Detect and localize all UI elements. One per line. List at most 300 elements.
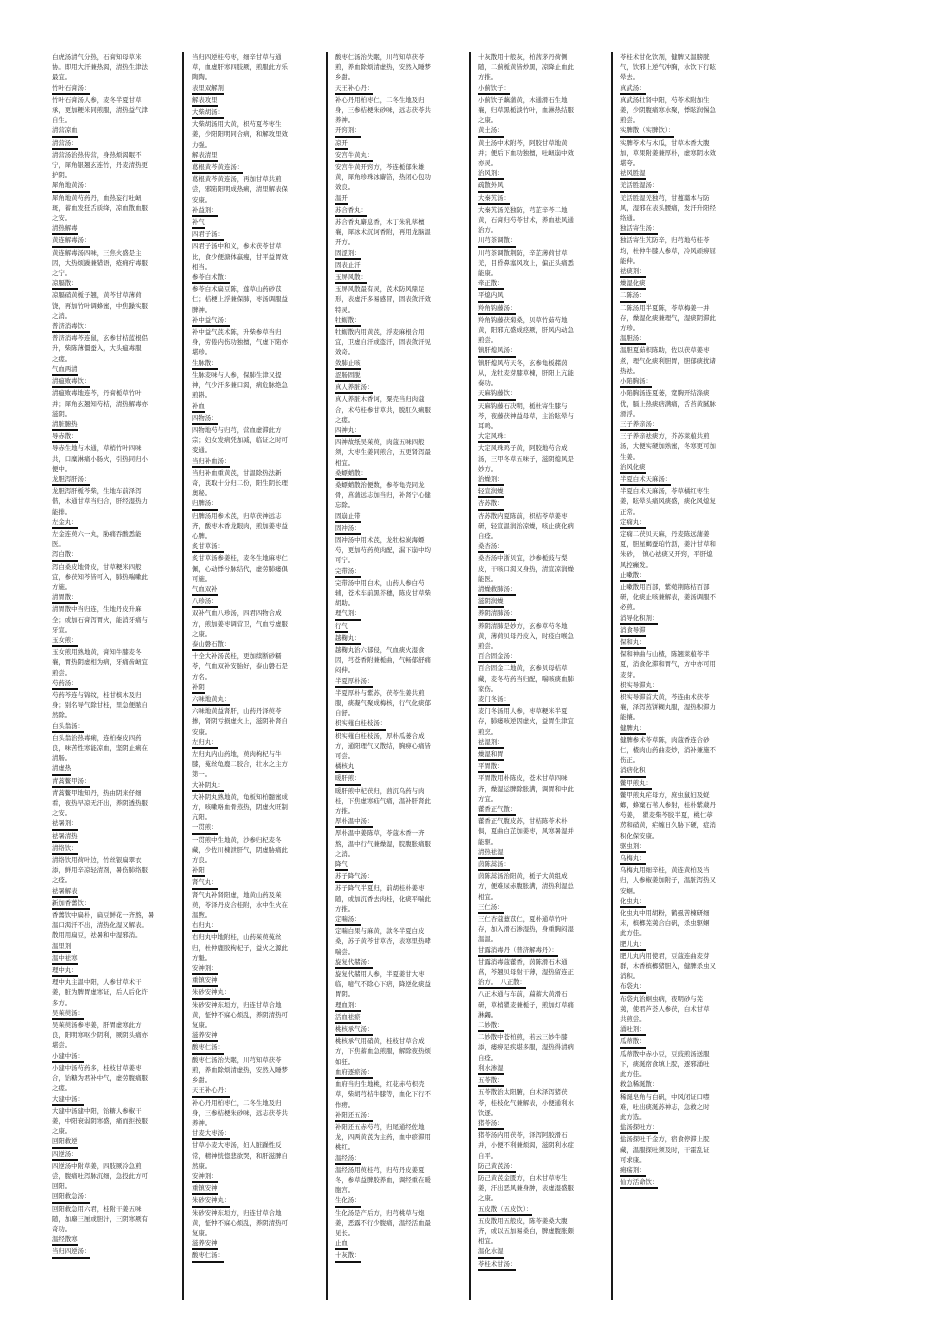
text-line bbox=[335, 1067, 463, 1079]
text-line bbox=[478, 641, 606, 651]
text-line bbox=[620, 994, 748, 1004]
text-line bbox=[335, 859, 463, 871]
text-line bbox=[192, 468, 320, 478]
text-line bbox=[52, 1008, 180, 1020]
text-line-content: 半夏厚朴汤： bbox=[335, 676, 373, 688]
text-line bbox=[620, 625, 748, 637]
text-line bbox=[192, 140, 320, 150]
text-line-content: 补中益气芪术陈，升柴参草当归 bbox=[192, 328, 282, 337]
text-line-content: 藏，温服探吐须及时，干霍乱证 bbox=[620, 1145, 710, 1154]
text-line bbox=[192, 1075, 320, 1085]
text-line bbox=[335, 608, 463, 620]
text-line-content: 之宁。 bbox=[52, 269, 72, 278]
text-line bbox=[478, 663, 606, 673]
text-line bbox=[192, 1118, 320, 1128]
text-line-content: 最宜。 bbox=[52, 73, 72, 82]
text-line bbox=[620, 939, 748, 951]
text-column-1 bbox=[52, 52, 180, 1259]
text-line-content: 玉屏风散最有灵，芪术防风鼎足 bbox=[335, 285, 425, 294]
text-line bbox=[620, 486, 748, 496]
text-line-content: 完带汤中用白术，山药人参白芍 bbox=[335, 578, 425, 587]
text-line-content: 猪苓汤内用茯苓，泽泻阿胶滑石 bbox=[478, 1131, 568, 1140]
text-line bbox=[52, 248, 180, 258]
text-line bbox=[192, 1065, 320, 1075]
text-line bbox=[478, 804, 606, 816]
text-line bbox=[52, 1171, 180, 1181]
text-line-content: 神，气少汗多兼口渴，病危脉绝急 bbox=[192, 381, 288, 390]
text-line bbox=[620, 290, 748, 302]
text-line bbox=[192, 425, 320, 435]
text-line bbox=[335, 511, 463, 523]
text-line-content: 盐汤探吐方： bbox=[620, 1122, 658, 1134]
text-line-content: 黄，薄荷贝母丹皮入，时疫白喉急 bbox=[478, 631, 574, 640]
text-line-content: 煮，理气化痰利胆胃，胆郁痰扰诸 bbox=[620, 356, 716, 365]
text-line bbox=[620, 582, 748, 592]
text-line-content: 清脏腑热 bbox=[52, 419, 78, 431]
text-line bbox=[192, 1218, 320, 1228]
text-line-content: 生脉麦味与人参，保肺生津又提 bbox=[192, 370, 282, 379]
text-line bbox=[335, 83, 463, 95]
text-line bbox=[478, 278, 606, 290]
text-line bbox=[335, 806, 463, 816]
text-line-content: 固涩剂： bbox=[335, 248, 361, 260]
text-line-content: 犀角地黄芍药丹，血热妄行吐衄 bbox=[52, 193, 142, 202]
text-line bbox=[335, 1238, 463, 1250]
text-line-content: 仁；桔梗上浮兼保肺，枣汤调服益 bbox=[192, 295, 288, 304]
text-line bbox=[478, 924, 606, 934]
text-line-content: 汤，三甲冬草五味子，滋阴熄风是 bbox=[478, 454, 574, 463]
text-line bbox=[620, 266, 748, 278]
text-line-content: 桃红。 bbox=[335, 1143, 355, 1152]
text-line bbox=[478, 248, 606, 258]
text-line bbox=[52, 258, 180, 268]
text-line bbox=[620, 168, 748, 180]
text-line-content: 藿香正气散： bbox=[478, 804, 516, 816]
text-line bbox=[52, 865, 180, 875]
text-line bbox=[620, 496, 748, 506]
text-line bbox=[335, 936, 463, 946]
text-line bbox=[192, 62, 320, 72]
text-line-content: 襄，犀冰术沉诃香附，再用龙脑温 bbox=[335, 228, 431, 237]
text-line bbox=[478, 1216, 606, 1226]
text-line-content: 安康。 bbox=[192, 195, 212, 204]
text-line bbox=[52, 953, 180, 965]
text-line bbox=[478, 1226, 606, 1236]
text-line bbox=[335, 72, 463, 82]
text-line bbox=[335, 95, 463, 105]
text-line-content: 群，木香槟榔猪胆入，健脾杀虫又 bbox=[620, 962, 716, 971]
text-line-content: 研，草梢瞿麦兼栀子，煎加灯草痛 bbox=[478, 1000, 574, 1009]
text-line bbox=[620, 820, 748, 830]
text-line bbox=[52, 354, 180, 364]
text-line bbox=[52, 635, 180, 647]
text-line bbox=[478, 225, 606, 235]
text-line-content: 治风化痰 bbox=[620, 462, 646, 474]
text-line bbox=[335, 162, 463, 172]
text-line-content: 八正木通与车前，萹蓄大黄滑石 bbox=[478, 990, 568, 999]
text-line-content: 旋复代赭汤： bbox=[335, 957, 373, 969]
text-line-content: 因，大热烦躁兼错语，疮痈疔毒服 bbox=[52, 258, 148, 267]
text-line bbox=[335, 347, 463, 357]
text-line-content: 心脾。 bbox=[192, 531, 212, 540]
text-line bbox=[52, 203, 180, 213]
text-line-content: 凉开 bbox=[335, 138, 348, 150]
text-line bbox=[52, 798, 180, 808]
text-line-content: 方推。 bbox=[335, 807, 355, 816]
text-line-content: 热祛。 bbox=[620, 366, 640, 375]
text-line-content: 耳鸣。 bbox=[478, 421, 498, 430]
text-line bbox=[192, 694, 320, 706]
text-line-content: 襄，胃热阴虚相为病，牙痛齿衄宜 bbox=[52, 658, 148, 667]
text-line bbox=[52, 987, 180, 997]
text-line-content: 此方佳。 bbox=[620, 1070, 646, 1079]
text-line-content: 痈疡剂： bbox=[620, 1165, 646, 1177]
text-line-content: 补阳 bbox=[192, 865, 205, 877]
text-line bbox=[620, 1079, 748, 1091]
text-line bbox=[192, 749, 320, 759]
text-line bbox=[192, 975, 320, 987]
column-divider bbox=[469, 52, 471, 1300]
text-line-content: 厚朴温中汤： bbox=[335, 816, 373, 828]
text-line bbox=[192, 184, 320, 194]
text-line bbox=[52, 1051, 180, 1063]
text-line bbox=[620, 928, 748, 938]
text-line bbox=[335, 237, 463, 247]
text-line bbox=[335, 796, 463, 806]
text-line-content: 复康。 bbox=[192, 1228, 212, 1237]
text-line-content: 奥秘。 bbox=[192, 489, 212, 498]
text-line-content: 燥湿化痰 bbox=[620, 278, 646, 290]
text-line bbox=[52, 1126, 180, 1136]
text-line bbox=[620, 246, 748, 256]
text-line bbox=[478, 794, 606, 804]
text-line bbox=[52, 678, 180, 690]
text-line bbox=[52, 875, 180, 885]
text-line-content: 效良。 bbox=[335, 183, 355, 192]
text-line bbox=[192, 95, 320, 107]
text-line-content: 祛暑清热 bbox=[52, 831, 78, 843]
text-line bbox=[620, 452, 748, 462]
text-line bbox=[478, 325, 606, 335]
text-line-content: 晕去。 bbox=[620, 73, 640, 82]
text-line-content: 清胃散中当归连，生地丹皮升麻 bbox=[52, 605, 142, 614]
text-line-content: 猪苓汤： bbox=[478, 1118, 504, 1130]
text-line-content: 龙，四两黄芪为主药，血中瘀滞用 bbox=[335, 1133, 431, 1142]
text-line-content: 苓，气血双补安胎好，泰山磐石是 bbox=[192, 662, 288, 671]
text-line bbox=[192, 195, 320, 205]
text-line bbox=[335, 1057, 463, 1067]
text-line-content: 乌梅丸： bbox=[620, 853, 646, 865]
text-line bbox=[52, 920, 180, 930]
text-line-content: 玉女煎用熟地黄，膏知牛膝麦冬 bbox=[52, 648, 142, 657]
text-line bbox=[620, 1092, 748, 1102]
text-line-content: 定喘白果与麻黄，款冬半夏白皮 bbox=[335, 927, 425, 936]
text-line-content: 定痫二茯贝天麻，丹麦陈远蒲姜 bbox=[620, 529, 710, 538]
text-line-content: 竹叶石膏汤人参，麦冬半夏甘草 bbox=[52, 95, 142, 104]
text-line bbox=[52, 464, 180, 474]
text-line-content: 归脾汤用参术芪，归草茯神远志 bbox=[192, 511, 282, 520]
text-line bbox=[478, 1087, 606, 1097]
text-line-content: 小蓟饮子藕蒲黄，木通滑石生地 bbox=[478, 95, 568, 104]
text-line-content: 姜，少阴腹痛寒水聚，悸眩润惕急 bbox=[620, 106, 716, 115]
text-line-content: 朱砂安神东垣方，归连甘草合地 bbox=[192, 1000, 282, 1009]
text-line bbox=[52, 965, 180, 977]
text-line-content: 化虫丸中用胡粉，鹤虱苦楝研细 bbox=[620, 909, 710, 918]
text-line-content: 葛根黄芩黄连汤，再加甘草共煎 bbox=[192, 175, 282, 184]
text-line-content: 杏苏散： bbox=[478, 498, 504, 510]
text-line-content: 随，二蓟栀黄皆炒黑，凉降止血此 bbox=[478, 63, 574, 72]
text-line bbox=[620, 278, 748, 290]
text-line bbox=[192, 835, 320, 845]
text-line bbox=[478, 290, 606, 302]
text-line bbox=[335, 839, 463, 849]
text-line-content: 开窍剂： bbox=[335, 125, 361, 137]
text-line-content: 清燥救肺汤： bbox=[478, 584, 516, 596]
text-line bbox=[335, 751, 463, 761]
text-line-content: 黄，犀角珍珠冰麝箔，热闭心包功 bbox=[335, 173, 431, 182]
text-line-content: 大补阴丸： bbox=[192, 780, 224, 792]
text-line-content: 补血 bbox=[192, 401, 205, 413]
text-line bbox=[335, 370, 463, 382]
text-line-content: 安康。 bbox=[192, 727, 212, 736]
text-line bbox=[192, 294, 320, 304]
text-line bbox=[192, 1085, 320, 1097]
text-line bbox=[192, 1151, 320, 1161]
text-line bbox=[52, 223, 180, 235]
text-line-content: 犀角地黄汤： bbox=[52, 180, 90, 192]
text-line bbox=[620, 62, 748, 72]
text-line bbox=[478, 1140, 606, 1150]
text-line-content: 正常。 bbox=[620, 507, 640, 516]
text-line bbox=[478, 1130, 606, 1140]
text-line bbox=[52, 290, 180, 300]
text-line bbox=[620, 637, 748, 649]
text-line-content: 草，柴胡芎桔牛膝等，血化下行不 bbox=[335, 1090, 431, 1099]
text-line-content: 化虫丸： bbox=[620, 896, 646, 908]
text-line-content: 清瘟败毒饮： bbox=[52, 376, 90, 388]
text-line bbox=[52, 592, 180, 604]
text-line-content: 止嗽散用百部，紫菀荆陈桔百部 bbox=[620, 582, 710, 591]
text-line-content: 桑杏汤中浙贝宜，沙参栀豉与梨 bbox=[478, 554, 568, 563]
text-line bbox=[620, 52, 748, 62]
text-line-content: 炙甘草汤： bbox=[192, 541, 224, 553]
text-line bbox=[52, 1073, 180, 1083]
text-line bbox=[335, 894, 463, 904]
text-line-content: 龙胆泻肝栀芩柴，生地车前泽泻 bbox=[52, 487, 142, 496]
text-line bbox=[620, 1165, 748, 1177]
text-line-content: 研，轻宣温润治凉燥，咳止痰化病 bbox=[478, 521, 574, 530]
text-line-content: 固表止汗 bbox=[335, 260, 361, 272]
text-line-content: 尝，腹痛吐泻脉沉细，急投此方可 bbox=[52, 1171, 148, 1180]
text-line-content: 螂，蜂窠石苇人参射，桂朴紫葳丹 bbox=[620, 801, 716, 810]
text-line-content: 稀涎皂角与白矾，中风闭证口噤 bbox=[620, 1092, 710, 1101]
text-line bbox=[52, 170, 180, 180]
text-line bbox=[620, 602, 748, 612]
text-line bbox=[52, 941, 180, 953]
text-line bbox=[192, 521, 320, 531]
text-line bbox=[478, 1246, 606, 1258]
text-line bbox=[335, 1165, 463, 1175]
text-line-content: 变通。 bbox=[192, 446, 212, 455]
text-line-content: 普济消毒饮： bbox=[52, 321, 90, 333]
text-line bbox=[335, 914, 463, 926]
text-line bbox=[620, 831, 748, 841]
text-line-content: 胃阴。 bbox=[335, 990, 355, 999]
text-line bbox=[335, 1195, 463, 1207]
text-line-content: 煎尝。 bbox=[478, 336, 498, 345]
text-line-content: 共煎尝。 bbox=[620, 1015, 646, 1024]
text-line bbox=[52, 977, 180, 987]
text-line-content: 固冲汤中用术芪，龙牡棕炭海螵 bbox=[335, 535, 425, 544]
text-line-content: 八珍汤： bbox=[192, 596, 218, 608]
text-line bbox=[478, 706, 606, 716]
text-line bbox=[478, 1118, 606, 1130]
text-line-content: 理血剂： bbox=[335, 1000, 361, 1012]
text-line bbox=[335, 193, 463, 205]
text-line bbox=[52, 486, 180, 496]
text-line-content: 能医。 bbox=[478, 574, 498, 583]
text-line bbox=[52, 1136, 180, 1148]
text-line-content: 越鞠丸： bbox=[335, 633, 361, 645]
text-line-content: 之瘥。 bbox=[52, 1084, 72, 1093]
text-line-content: 右归丸中地附桂，山药茱萸菟丝 bbox=[192, 933, 282, 942]
text-line bbox=[335, 698, 463, 708]
text-line-content: 温经汤用萸桂芎，归芍丹皮姜夏 bbox=[335, 1165, 425, 1174]
text-line bbox=[335, 1175, 463, 1185]
text-line-content: 胡助。 bbox=[335, 599, 355, 608]
text-line-content: 疏散外风 bbox=[478, 180, 504, 192]
text-line bbox=[335, 468, 463, 480]
text-line-content: 饮逐。 bbox=[478, 1108, 498, 1117]
text-line bbox=[478, 358, 606, 368]
text-line-content: 桃核承气汤： bbox=[335, 1024, 373, 1036]
column-divider bbox=[326, 52, 328, 1300]
text-line bbox=[335, 1153, 463, 1165]
text-line bbox=[52, 213, 180, 223]
text-line-content: 姜，少阳阳明同合病，和解攻里效 bbox=[192, 130, 288, 139]
text-line bbox=[478, 511, 606, 521]
text-line-content: 滋阴。 bbox=[52, 409, 72, 418]
text-line-content: 煎，养血除烦清虚热，安然入睡梦 bbox=[335, 63, 431, 72]
text-line bbox=[620, 529, 748, 539]
text-line-content: 白头翁汤： bbox=[52, 721, 84, 733]
text-line bbox=[478, 1161, 606, 1173]
text-line bbox=[620, 908, 748, 918]
text-line-content: 家伤。 bbox=[478, 684, 498, 693]
text-line-content: 羚角钩藤汤： bbox=[478, 303, 516, 315]
text-line-content: 菖，芩翘贝母射干薄，湿热留连正 bbox=[478, 968, 574, 977]
text-line-content: 小陷胸汤连夏萎，宽胸开结涤痰 bbox=[620, 389, 710, 398]
text-line-content: 防己黄芪金匮方，白术甘草枣生 bbox=[478, 1173, 568, 1182]
text-line-content: 之康。 bbox=[478, 1194, 498, 1203]
text-line bbox=[192, 792, 320, 802]
text-line bbox=[192, 716, 320, 726]
text-line-content: 四物地芍与归芎，营血虚滞此方 bbox=[192, 425, 282, 434]
text-line bbox=[192, 174, 320, 184]
text-line bbox=[478, 83, 606, 95]
text-line bbox=[192, 812, 320, 822]
text-line bbox=[52, 1094, 180, 1106]
text-line-content: 大秦艽汤羌独防，芎芷辛芩二地 bbox=[478, 205, 568, 214]
text-line-content: 必煎。 bbox=[620, 603, 640, 612]
text-line bbox=[478, 871, 606, 881]
text-line bbox=[335, 786, 463, 796]
text-line-content: 存，燥湿化痰兼理气，湿痰阴滞此 bbox=[620, 313, 716, 322]
text-line-content: 温开 bbox=[335, 193, 348, 205]
text-line bbox=[52, 1106, 180, 1116]
text-line bbox=[52, 1116, 180, 1126]
text-line-content: 然康。 bbox=[192, 1161, 212, 1170]
text-line-content: 天麻钩藤饮： bbox=[478, 388, 516, 400]
text-line bbox=[52, 278, 180, 290]
text-line bbox=[192, 596, 320, 608]
text-line bbox=[620, 235, 748, 245]
text-line-content: 多方。 bbox=[52, 998, 72, 1007]
text-line-content: 健脾参术苓草陈，肉蔻香连合砂 bbox=[620, 735, 710, 744]
text-line-content: 玉女煎： bbox=[52, 635, 78, 647]
text-line-content: 滋养安神 bbox=[192, 1238, 218, 1250]
text-line-content: 自舒。 bbox=[335, 709, 355, 718]
text-line-content: 煎尝。 bbox=[52, 668, 72, 677]
text-line bbox=[620, 148, 748, 158]
text-line bbox=[192, 1208, 320, 1218]
text-line-content: 凉膈散： bbox=[52, 278, 78, 290]
text-line bbox=[620, 419, 748, 431]
text-line bbox=[192, 272, 320, 284]
text-line-content: 亦灵。 bbox=[478, 159, 498, 168]
text-line-content: 真武汤壮肾中阳，芍苓术附加生 bbox=[620, 95, 710, 104]
text-line bbox=[52, 517, 180, 529]
text-line-content: 盐汤探吐千金方，宿食停滞上脘 bbox=[620, 1135, 710, 1144]
text-line-content: 重镇安神 bbox=[192, 975, 218, 987]
text-line bbox=[52, 615, 180, 625]
text-line bbox=[52, 235, 180, 247]
text-line bbox=[192, 217, 320, 229]
text-line bbox=[52, 507, 180, 517]
text-line bbox=[192, 1238, 320, 1250]
text-line bbox=[52, 180, 180, 192]
text-line bbox=[52, 311, 180, 321]
text-line bbox=[478, 235, 606, 247]
text-line bbox=[335, 947, 463, 957]
text-line-content: 牡蛎散： bbox=[335, 315, 361, 327]
text-line bbox=[478, 684, 606, 694]
text-line-content: 天王补心丹： bbox=[192, 1085, 230, 1097]
text-line-content: 温胆汤： bbox=[620, 333, 646, 345]
text-line-content: 生脉散： bbox=[192, 358, 218, 370]
text-line bbox=[52, 431, 180, 443]
text-line bbox=[478, 826, 606, 836]
text-line-content: 煎，养血除烦清虚热，安然入睡梦 bbox=[192, 1065, 288, 1074]
text-line-content: 升，柴陈薄僵蚕入，大头瘟毒服 bbox=[52, 344, 142, 353]
text-line-content: 良，味苦性寒能凉血，坚阴止痢在 bbox=[52, 744, 148, 752]
text-line bbox=[620, 680, 748, 692]
text-line bbox=[335, 1250, 463, 1262]
text-line-content: 清瘟败毒地连芩，丹膏栀草竹叶 bbox=[52, 389, 142, 398]
text-line bbox=[52, 115, 180, 125]
text-line-content: 补阳还五汤： bbox=[335, 1110, 373, 1122]
text-line bbox=[52, 831, 180, 843]
text-line bbox=[335, 969, 463, 979]
text-line-content: 青蒿鳖甲汤： bbox=[52, 776, 90, 788]
text-line-content: 方推。 bbox=[478, 73, 498, 82]
text-line bbox=[478, 258, 606, 268]
text-line-content: 活血祛瘀 bbox=[335, 1012, 361, 1024]
text-line bbox=[620, 539, 748, 549]
text-line bbox=[620, 778, 748, 790]
text-line bbox=[192, 619, 320, 629]
text-line-content: 独活寄生汤： bbox=[620, 223, 658, 235]
